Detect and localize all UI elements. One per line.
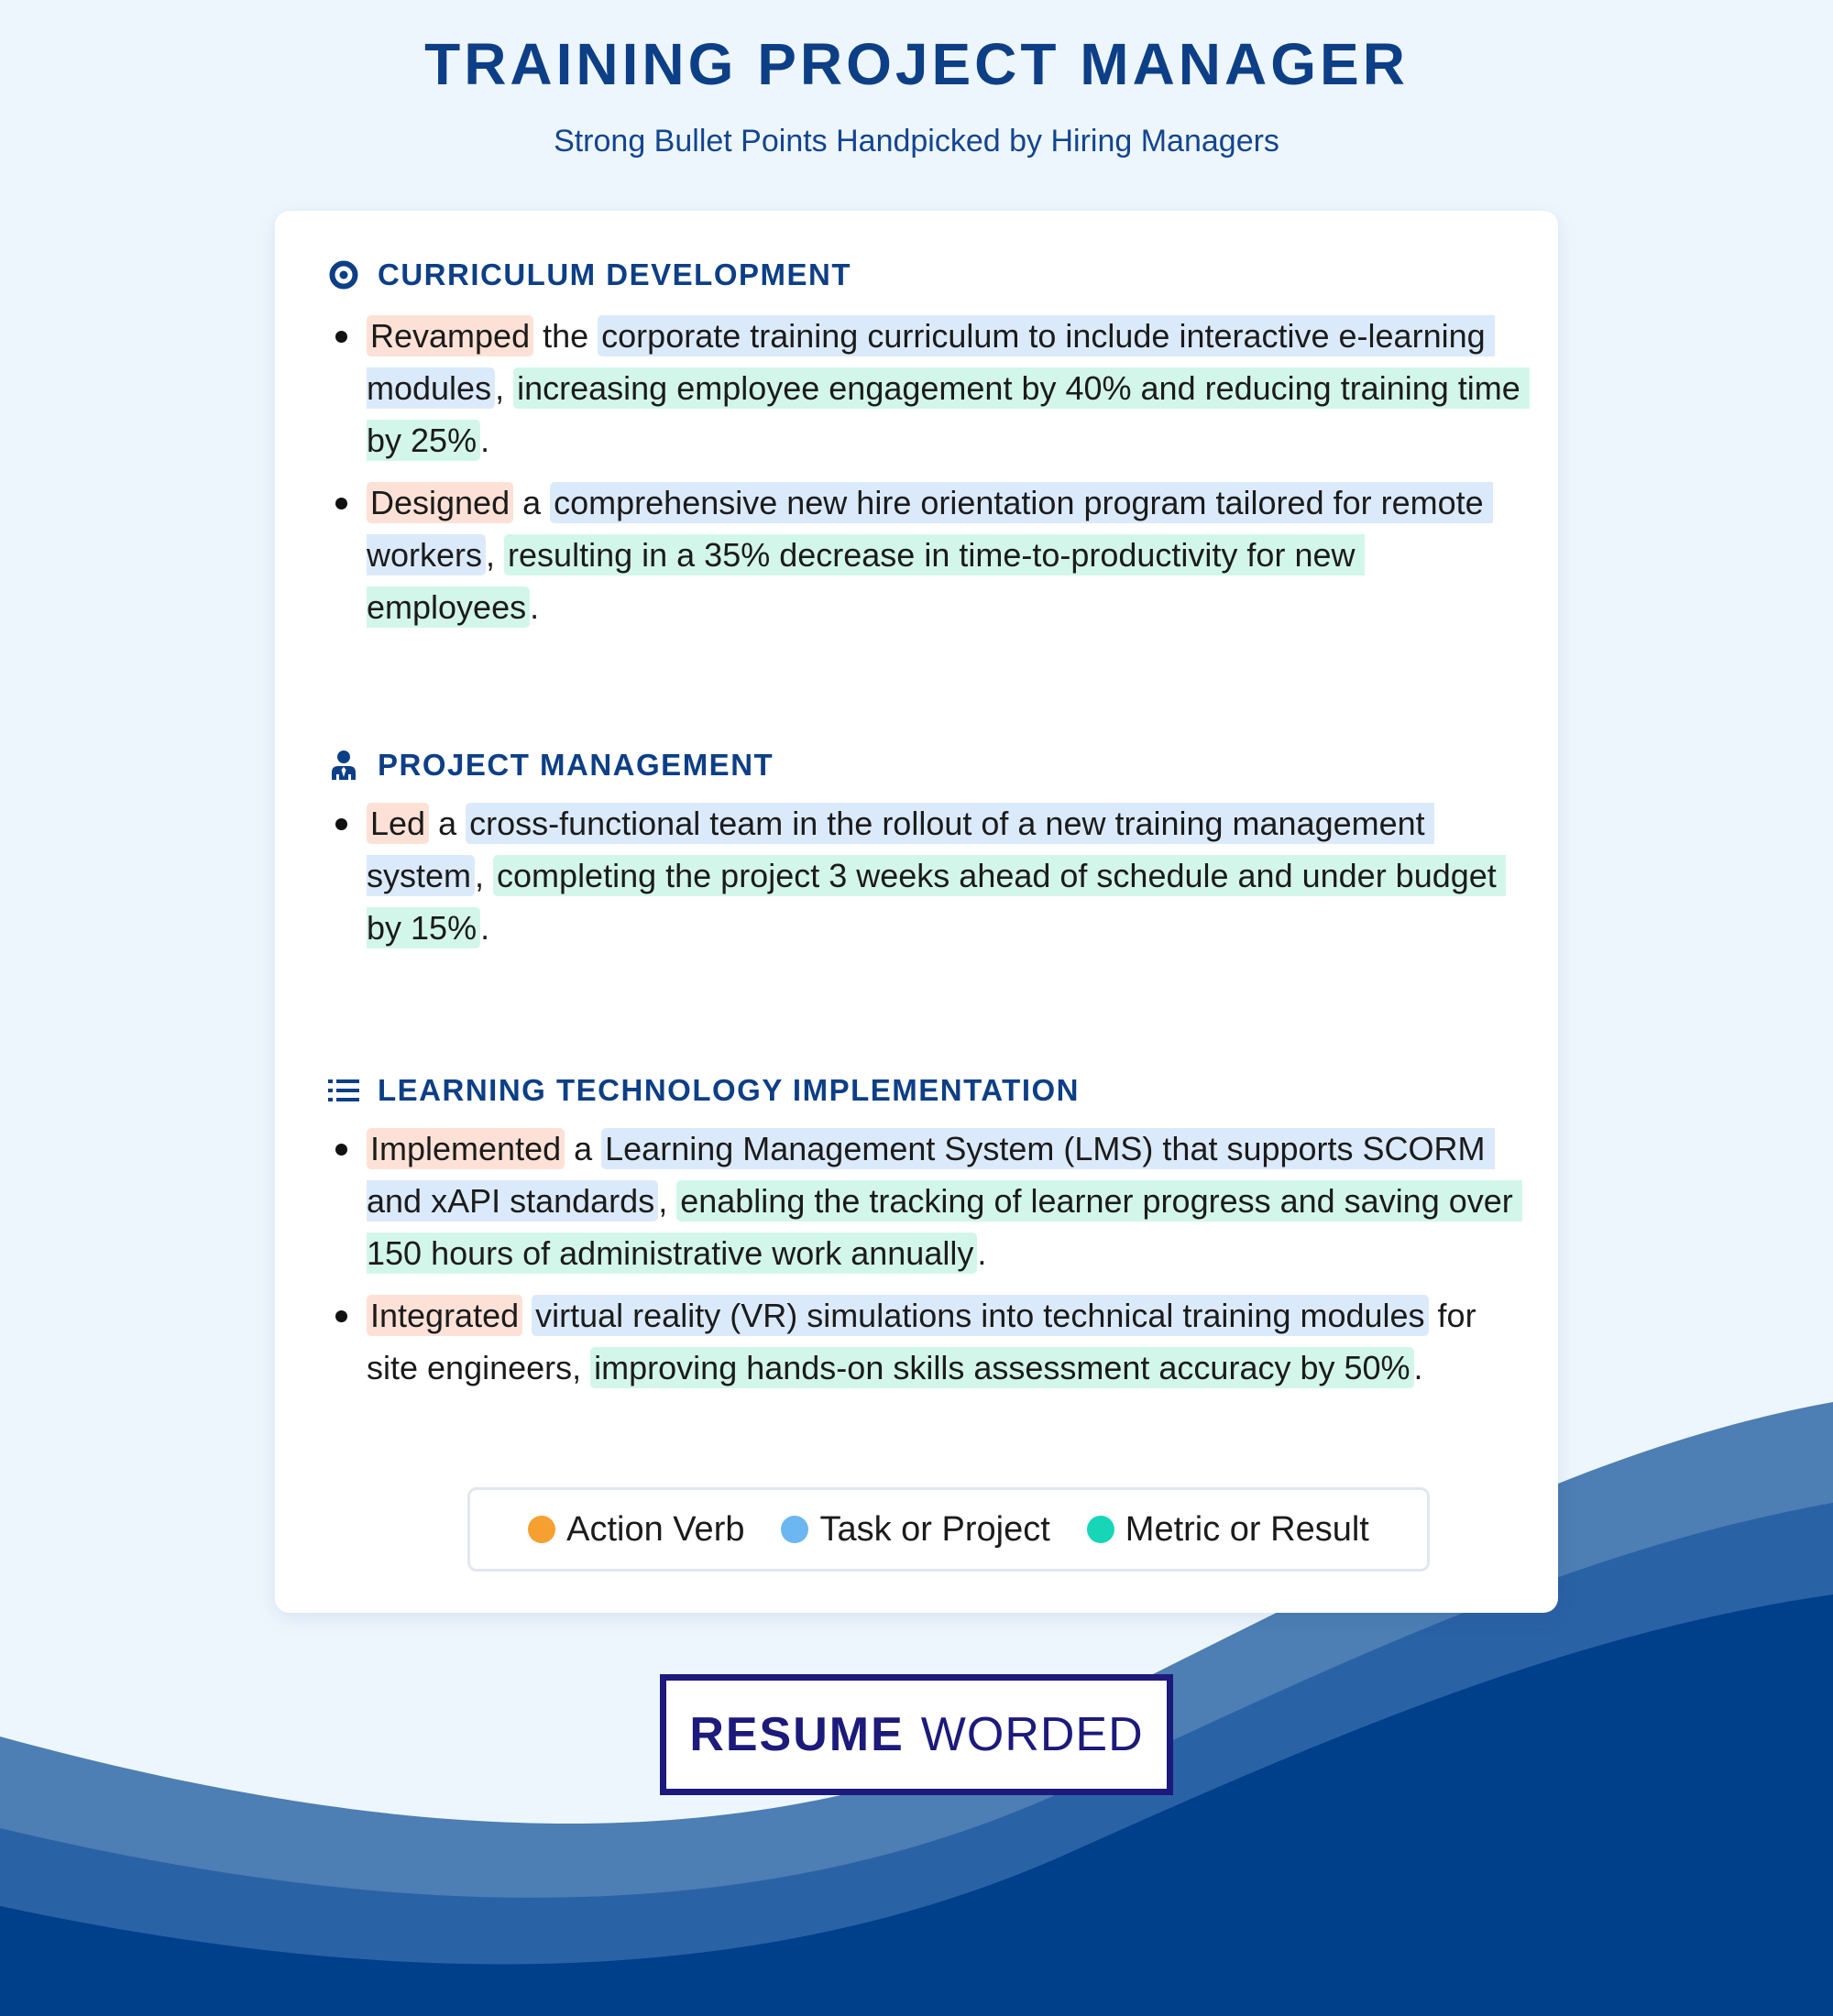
legend-task-or-project [781, 1510, 1049, 1550]
plain-text: . [977, 1234, 987, 1272]
metric-or-result: enabling the tracking of learner progress and saving over 150 hours of administrative work annually [367, 1182, 1522, 1272]
legend-label: Metric or Result [1125, 1509, 1369, 1549]
bullet-list [335, 310, 1536, 643]
brand-light: WORDED [920, 1708, 1144, 1761]
section-title: LEARNING TECHNOLOGY IMPLEMENTATION [378, 1073, 1080, 1107]
legend-dot-icon [1087, 1516, 1114, 1543]
bullet-text [367, 310, 1536, 466]
list-icon [328, 1075, 359, 1106]
legend-action-verb [528, 1510, 744, 1550]
bullet-text [367, 1123, 1536, 1279]
bullet-dot [335, 1144, 347, 1156]
plain-text: , [486, 536, 505, 574]
bullet-text [367, 1289, 1536, 1394]
plain-text: a [513, 484, 551, 521]
brand-bold: RESUME [689, 1708, 905, 1761]
task-or-project: Learning Management System (LMS) that supports SCORM and xAPI standards [367, 1130, 1495, 1220]
plain-text: . [1413, 1349, 1423, 1386]
metric-or-result: completing the project 3 weeks ahead of schedule and under budget by 15% [367, 857, 1506, 947]
plain-text: , [475, 857, 494, 894]
task-or-project: cross-functional team in the rollout of a new training management system [367, 805, 1434, 894]
metric-or-result: resulting in a 35% decrease in time-to-productivity for new employees [367, 536, 1365, 626]
plain-text: for site engineers, [367, 1297, 1486, 1386]
plain-text: a [565, 1130, 602, 1167]
plain-text: . [480, 909, 490, 947]
bullet-item [335, 310, 1536, 466]
metric-or-result: improving hands-on skills assessment accuracy by 50% [590, 1347, 1413, 1388]
bullet-dot [335, 1310, 347, 1322]
bullet-item [335, 797, 1536, 954]
legend-label: Action Verb [566, 1509, 745, 1549]
page-header [0, 29, 1833, 159]
plain-text: . [530, 588, 540, 626]
legend-metric-or-result [1087, 1510, 1369, 1550]
legend-dot-icon [528, 1516, 555, 1543]
action-verb: Implemented [367, 1128, 565, 1169]
plain-text: the [533, 317, 598, 355]
bullet-list [335, 1123, 1536, 1404]
section-header [328, 252, 851, 298]
plain-text: , [658, 1182, 677, 1220]
plain-text: . [480, 422, 490, 459]
bullet-dot [335, 331, 347, 343]
resume-worded-logo [660, 1674, 1173, 1795]
page-title: TRAINING PROJECT MANAGER [424, 31, 1409, 97]
section-header [328, 742, 774, 788]
highlight-legend [467, 1487, 1430, 1572]
bullet-text [367, 477, 1536, 633]
target-circle-icon [328, 259, 359, 290]
action-verb: Designed [367, 482, 513, 523]
bullet-points-card [275, 211, 1558, 1613]
section-header [328, 1068, 1080, 1113]
section-title: PROJECT MANAGEMENT [378, 748, 774, 782]
plain-text: , [495, 369, 514, 407]
action-verb: Revamped [367, 315, 533, 356]
action-verb: Integrated [367, 1295, 522, 1336]
task-or-project: virtual reality (VR) simulations into technical training modules [532, 1295, 1428, 1336]
section-title: CURRICULUM DEVELOPMENT [378, 257, 851, 291]
bullet-dot [335, 498, 347, 509]
task-or-project: corporate training curriculum to include interactive e-learning modules [367, 317, 1495, 407]
legend-dot-icon [781, 1516, 808, 1543]
bullet-list [335, 797, 1536, 964]
bullet-item [335, 1289, 1536, 1394]
task-or-project: comprehensive new hire orientation program tailored for remote workers [367, 484, 1493, 574]
bullet-item [335, 477, 1536, 633]
legend-label: Task or Project [819, 1509, 1050, 1549]
manager-person-icon [328, 750, 359, 781]
metric-or-result: increasing employee engagement by 40% and reducing training time by 25% [367, 369, 1530, 459]
plain-text: a [429, 805, 466, 842]
bullet-dot [335, 818, 347, 830]
bullet-text [367, 797, 1536, 954]
plain-text [522, 1297, 532, 1334]
bullet-item [335, 1123, 1536, 1279]
page-subtitle: Strong Bullet Points Handpicked by Hiring Managers [554, 124, 1279, 159]
action-verb: Led [367, 803, 429, 844]
